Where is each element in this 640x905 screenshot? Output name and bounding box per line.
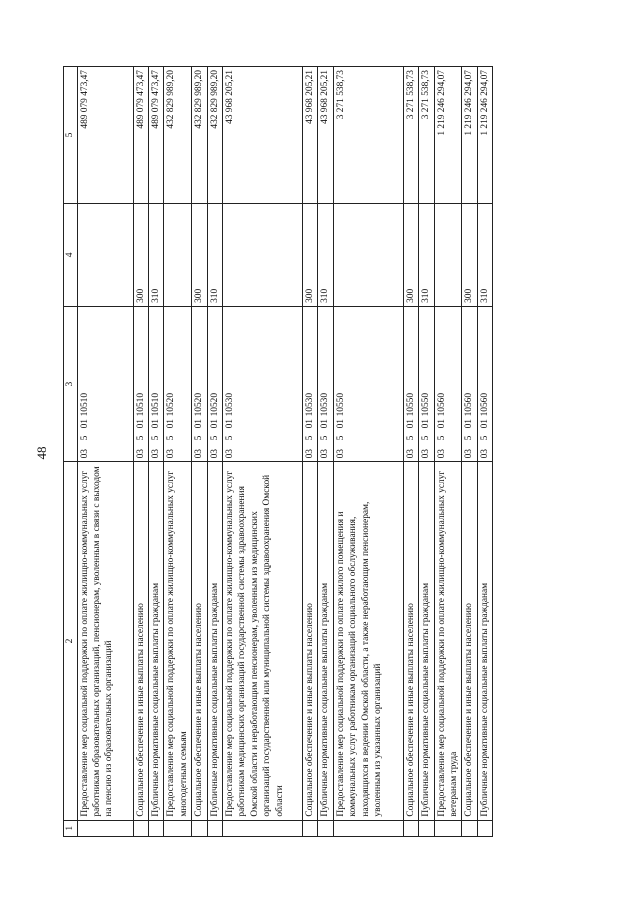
code-direction: 10510 [135, 392, 146, 417]
row-amount: 1 219 246 294,07 [477, 67, 492, 204]
budget-table [63, 66, 493, 837]
row-expense-type: 310 [419, 203, 434, 306]
code-direction: 10560 [464, 392, 475, 417]
row-code [477, 306, 492, 462]
code-program: 5 [405, 435, 416, 441]
row-amount: 1 219 246 294,07 [462, 67, 477, 204]
code-program: 5 [224, 435, 235, 441]
table-row [434, 67, 462, 837]
row-amount: 3 271 538,73 [333, 67, 403, 204]
code-section: 03 [166, 449, 177, 459]
code-subprogram: 01 [194, 419, 205, 429]
code-direction: 10530 [224, 392, 235, 417]
code-subprogram: 01 [335, 419, 346, 429]
code-program: 5 [150, 435, 161, 441]
code-subprogram: 01 [479, 419, 490, 429]
row-index-cell [434, 820, 462, 836]
code-section: 03 [150, 449, 161, 459]
code-section: 03 [479, 449, 490, 459]
code-section: 03 [436, 449, 447, 459]
header-row [64, 67, 78, 837]
code-program: 5 [464, 435, 475, 441]
row-code [133, 306, 148, 462]
row-expense-type: 300 [302, 203, 317, 306]
row-code [148, 306, 163, 462]
row-code [77, 306, 133, 462]
row-name: Социальное обеспечение и иные выплаты населению [192, 462, 207, 820]
code-section: 03 [135, 449, 146, 459]
code-program: 5 [166, 435, 177, 441]
table-body [64, 67, 493, 837]
code-direction: 10550 [405, 392, 416, 417]
row-code [333, 306, 403, 462]
row-expense-type [434, 203, 462, 306]
code-section: 03 [335, 449, 346, 459]
header-cell-2: 2 [64, 462, 78, 820]
row-expense-type [333, 203, 403, 306]
page-number: 48 [34, 446, 49, 460]
row-amount: 43 968 205,21 [222, 67, 302, 204]
code-section: 03 [209, 449, 220, 459]
code-program: 5 [436, 435, 447, 441]
row-amount: 3 271 538,73 [419, 67, 434, 204]
row-expense-type [164, 203, 192, 306]
row-code [462, 306, 477, 462]
row-index-cell [333, 820, 403, 836]
row-code [192, 306, 207, 462]
table-row [477, 67, 492, 837]
row-name: Предоставление мер социальной поддержки по оплате жилого помещения и коммунальных услуг работникам организаций социального обслуживания, находящихся в ведении Омской области, а также неработающим пенсионерам, уволенным из указанных организаций [333, 462, 403, 820]
row-index-cell [133, 820, 148, 836]
row-name: Предоставление мер социальной поддержки по оплате жилищно-коммунальных услуг работникам образовательных организаций, пенсионерам, уволенным в связи с выходом на пенсию из образовательных организаций [77, 462, 133, 820]
row-name: Публичные нормативные социальные выплаты гражданам [477, 462, 492, 820]
row-code [403, 306, 418, 462]
row-amount: 432 829 989,20 [207, 67, 222, 204]
table-row [207, 67, 222, 837]
row-code [434, 306, 462, 462]
code-program: 5 [320, 435, 331, 441]
code-section: 03 [224, 449, 235, 459]
row-name: Социальное обеспечение и иные выплаты населению [302, 462, 317, 820]
row-expense-type: 310 [477, 203, 492, 306]
code-subprogram: 01 [150, 419, 161, 429]
row-name: Социальное обеспечение и иные выплаты населению [462, 462, 477, 820]
code-direction: 10530 [320, 392, 331, 417]
code-program: 5 [479, 435, 490, 441]
table-row [462, 67, 477, 837]
row-expense-type: 300 [133, 203, 148, 306]
header-cell-4: 4 [64, 203, 78, 306]
code-direction: 10520 [194, 392, 205, 417]
row-index-cell [192, 820, 207, 836]
table-row [164, 67, 192, 837]
row-expense-type: 300 [192, 203, 207, 306]
row-index-cell [207, 820, 222, 836]
row-index-cell [148, 820, 163, 836]
row-code [419, 306, 434, 462]
code-direction: 10520 [166, 392, 177, 417]
row-amount: 432 829 989,20 [164, 67, 192, 204]
code-subprogram: 01 [436, 419, 447, 429]
code-program: 5 [135, 435, 146, 441]
row-name: Социальное обеспечение и иные выплаты населению [133, 462, 148, 820]
row-code [222, 306, 302, 462]
table-row [148, 67, 163, 837]
row-name: Социальное обеспечение и иные выплаты населению [403, 462, 418, 820]
row-index-cell [77, 820, 133, 836]
row-name: Публичные нормативные социальные выплаты гражданам [419, 462, 434, 820]
row-name: Публичные нормативные социальные выплаты гражданам [318, 462, 333, 820]
code-program: 5 [209, 435, 220, 441]
row-amount: 489 079 473,47 [148, 67, 163, 204]
code-subprogram: 01 [166, 419, 177, 429]
row-amount: 432 829 989,20 [192, 67, 207, 204]
row-expense-type [222, 203, 302, 306]
row-name: Публичные нормативные социальные выплаты гражданам [148, 462, 163, 820]
code-program: 5 [304, 435, 315, 441]
row-name: Предоставление мер социальной поддержки по оплате жилищно-коммунальных услуг ветеранам труда [434, 462, 462, 820]
row-amount: 489 079 473,47 [133, 67, 148, 204]
code-program: 5 [194, 435, 205, 441]
code-section: 03 [464, 449, 475, 459]
row-expense-type: 300 [462, 203, 477, 306]
row-index-cell [164, 820, 192, 836]
row-name: Предоставление мер социальной поддержки по оплате жилищно-коммунальных услуг работникам медицинских организаций государственной системы здравоохранения Омской области и неработающим пенсионерам, уволенным из медицинских организаций государственной или муниципальной системы здравоохранения Омской области [222, 462, 302, 820]
code-subprogram: 01 [421, 419, 432, 429]
header-cell-5: 5 [64, 67, 78, 204]
row-index-cell [302, 820, 317, 836]
table-row [192, 67, 207, 837]
row-code [318, 306, 333, 462]
table-row [133, 67, 148, 837]
code-direction: 10510 [150, 392, 161, 417]
code-subprogram: 01 [224, 419, 235, 429]
row-amount: 489 079 473,47 [77, 67, 133, 204]
code-direction: 10530 [304, 392, 315, 417]
code-section: 03 [421, 449, 432, 459]
code-subprogram: 01 [304, 419, 315, 429]
row-expense-type: 300 [403, 203, 418, 306]
row-code [164, 306, 192, 462]
code-direction: 10550 [421, 392, 432, 417]
code-subprogram: 01 [464, 419, 475, 429]
code-section: 03 [320, 449, 331, 459]
row-code [207, 306, 222, 462]
row-index-cell [462, 820, 477, 836]
code-direction: 10560 [479, 392, 490, 417]
code-section: 03 [405, 449, 416, 459]
header-cell-3: 3 [64, 306, 78, 462]
row-amount: 43 968 205,21 [302, 67, 317, 204]
row-amount: 1 219 246 294,07 [434, 67, 462, 204]
row-expense-type: 310 [318, 203, 333, 306]
code-section: 03 [79, 449, 90, 459]
row-index-cell [419, 820, 434, 836]
code-subprogram: 01 [209, 419, 220, 429]
code-subprogram: 01 [135, 419, 146, 429]
row-expense-type: 310 [148, 203, 163, 306]
row-index-cell [318, 820, 333, 836]
row-index-cell [477, 820, 492, 836]
code-subprogram: 01 [405, 419, 416, 429]
code-program: 5 [79, 435, 90, 441]
code-direction: 10560 [436, 392, 447, 417]
row-name: Публичные нормативные социальные выплаты гражданам [207, 462, 222, 820]
code-subprogram: 01 [79, 419, 90, 429]
header-cell-1: 1 [64, 820, 78, 836]
code-direction: 10550 [335, 392, 346, 417]
table-row [318, 67, 333, 837]
code-section: 03 [304, 449, 315, 459]
code-direction: 10520 [209, 392, 220, 417]
table-row [333, 67, 403, 837]
row-code [302, 306, 317, 462]
table-row [403, 67, 418, 837]
code-subprogram: 01 [320, 419, 331, 429]
row-expense-type [77, 203, 133, 306]
table-row [222, 67, 302, 837]
code-direction: 10510 [79, 392, 90, 417]
table-row [302, 67, 317, 837]
table-row [77, 67, 133, 837]
table-row [419, 67, 434, 837]
code-program: 5 [335, 435, 346, 441]
row-amount: 3 271 538,73 [403, 67, 418, 204]
row-amount: 43 968 205,21 [318, 67, 333, 204]
row-index-cell [403, 820, 418, 836]
row-expense-type: 310 [207, 203, 222, 306]
code-section: 03 [194, 449, 205, 459]
code-program: 5 [421, 435, 432, 441]
row-name: Предоставление мер социальной поддержки по оплате жилищно-коммунальных услуг многодетным семьям [164, 462, 192, 820]
row-index-cell [222, 820, 302, 836]
